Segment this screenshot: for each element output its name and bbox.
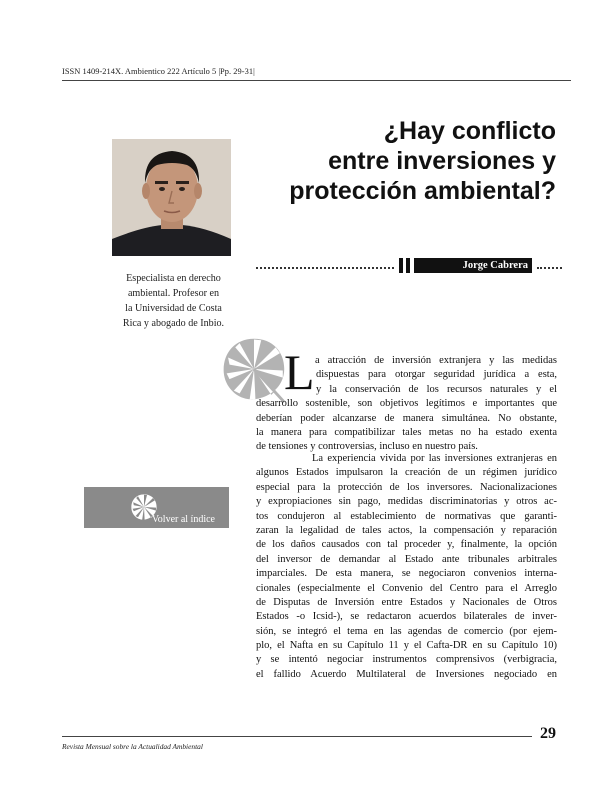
portrait-image — [112, 139, 231, 256]
text-line: del inversor de demandar al Estado ante tribunales arbitrales — [256, 553, 557, 565]
author-bio — [106, 271, 241, 331]
text-line: cionales (especialmente el Convenio del Centro para el Arreglo — [256, 582, 557, 594]
text-line: La experiencia vivida por las inversiones extranjeras en — [312, 453, 557, 464]
bio-line: ambiental. Profesor en — [127, 288, 220, 299]
title-line: ¿Hay conflicto — [383, 117, 556, 145]
page-number: 29 — [540, 725, 556, 742]
text-line: deberían poder alcanzarse de manera simultánea. No obstante, — [256, 412, 557, 424]
text-line: la manera para compatibilizar tales metas no ha estado exenta — [256, 426, 557, 438]
article-title — [289, 116, 556, 206]
author-rule-right — [537, 267, 562, 269]
paragraph-2 — [256, 452, 557, 682]
header-citation: ISSN 1409-214X. Ambientico 222 Artículo 5 |Pp. 29-31| — [62, 67, 255, 76]
text-line: y expropiaciones sin pago, medidas discriminatorias y otros ac- — [256, 496, 557, 508]
text-line: tos condujeron al establecimiento de normativas que garanti- — [256, 510, 557, 522]
back-to-index-label: Volver al índice — [151, 514, 215, 525]
author-rule-left — [256, 267, 394, 269]
author-rule-bars — [399, 258, 411, 273]
title-line: protección ambiental? — [289, 177, 556, 205]
back-to-index-button[interactable] — [84, 487, 229, 528]
text-line: plo, el Nafta en su Capítulo 11 y el Cafta-DR en su Capítulo 10) — [256, 640, 557, 652]
text-line: de Disputas de Inversión entre Estados y Nacionales de Otros — [256, 596, 557, 608]
text-line: de tensiones y controversias, incluso en nuestro país. — [256, 441, 478, 453]
title-line: entre inversiones y — [328, 147, 556, 175]
text-line: zaran la legalidad de tales actos, la compensación y reparación — [256, 524, 557, 536]
text-line: desarrollo sostenible, son objetivos legítimos e importantes que — [256, 398, 557, 410]
paragraph-1 — [256, 354, 557, 455]
bio-line: Rica y abogado de Inbio. — [122, 318, 225, 329]
text-line: especial para la protección de los inversores. Nacionalizaciones — [256, 481, 557, 493]
text-line: algunos Estados impulsaron la creación de un régimen jurídico — [256, 467, 557, 479]
drop-cap: L — [284, 344, 315, 400]
text-line: imparciales. De esta manera, se negociaron convenios interna- — [256, 568, 557, 580]
text-line: de los daños causados con tal proceder y, finalmente, la opción — [256, 539, 557, 551]
text-line: a atracción de inversión extranjera y las medidas — [315, 355, 557, 366]
footer-divider — [62, 736, 532, 737]
author-photo — [112, 139, 231, 256]
footer-journal: Revista Mensual sobre la Actualidad Ambiental — [62, 742, 203, 751]
bio-line: Especialista en derecho — [126, 273, 221, 284]
author-name: Jorge Cabrera — [414, 258, 532, 273]
text-line: sión, se integró el tema en las agendas de comercio (por ejem- — [256, 625, 557, 637]
text-line: y la conservación de los recursos naturales y el — [316, 383, 557, 395]
text-line: dispuestas para otorgar seguridad jurídica a esta, — [316, 369, 557, 381]
bio-line: la Universidad de Costa — [125, 303, 222, 314]
text-line: y se intentó negociar instrumentos comprensivos (verbigracia, — [256, 654, 557, 666]
header-divider — [62, 80, 571, 81]
text-line: el fallido Acuerdo Multilateral de Inversiones negociado en — [256, 668, 557, 680]
text-line: Estados -o Icsid-), se redactaron acuerdos bilaterales de inver- — [256, 611, 557, 623]
